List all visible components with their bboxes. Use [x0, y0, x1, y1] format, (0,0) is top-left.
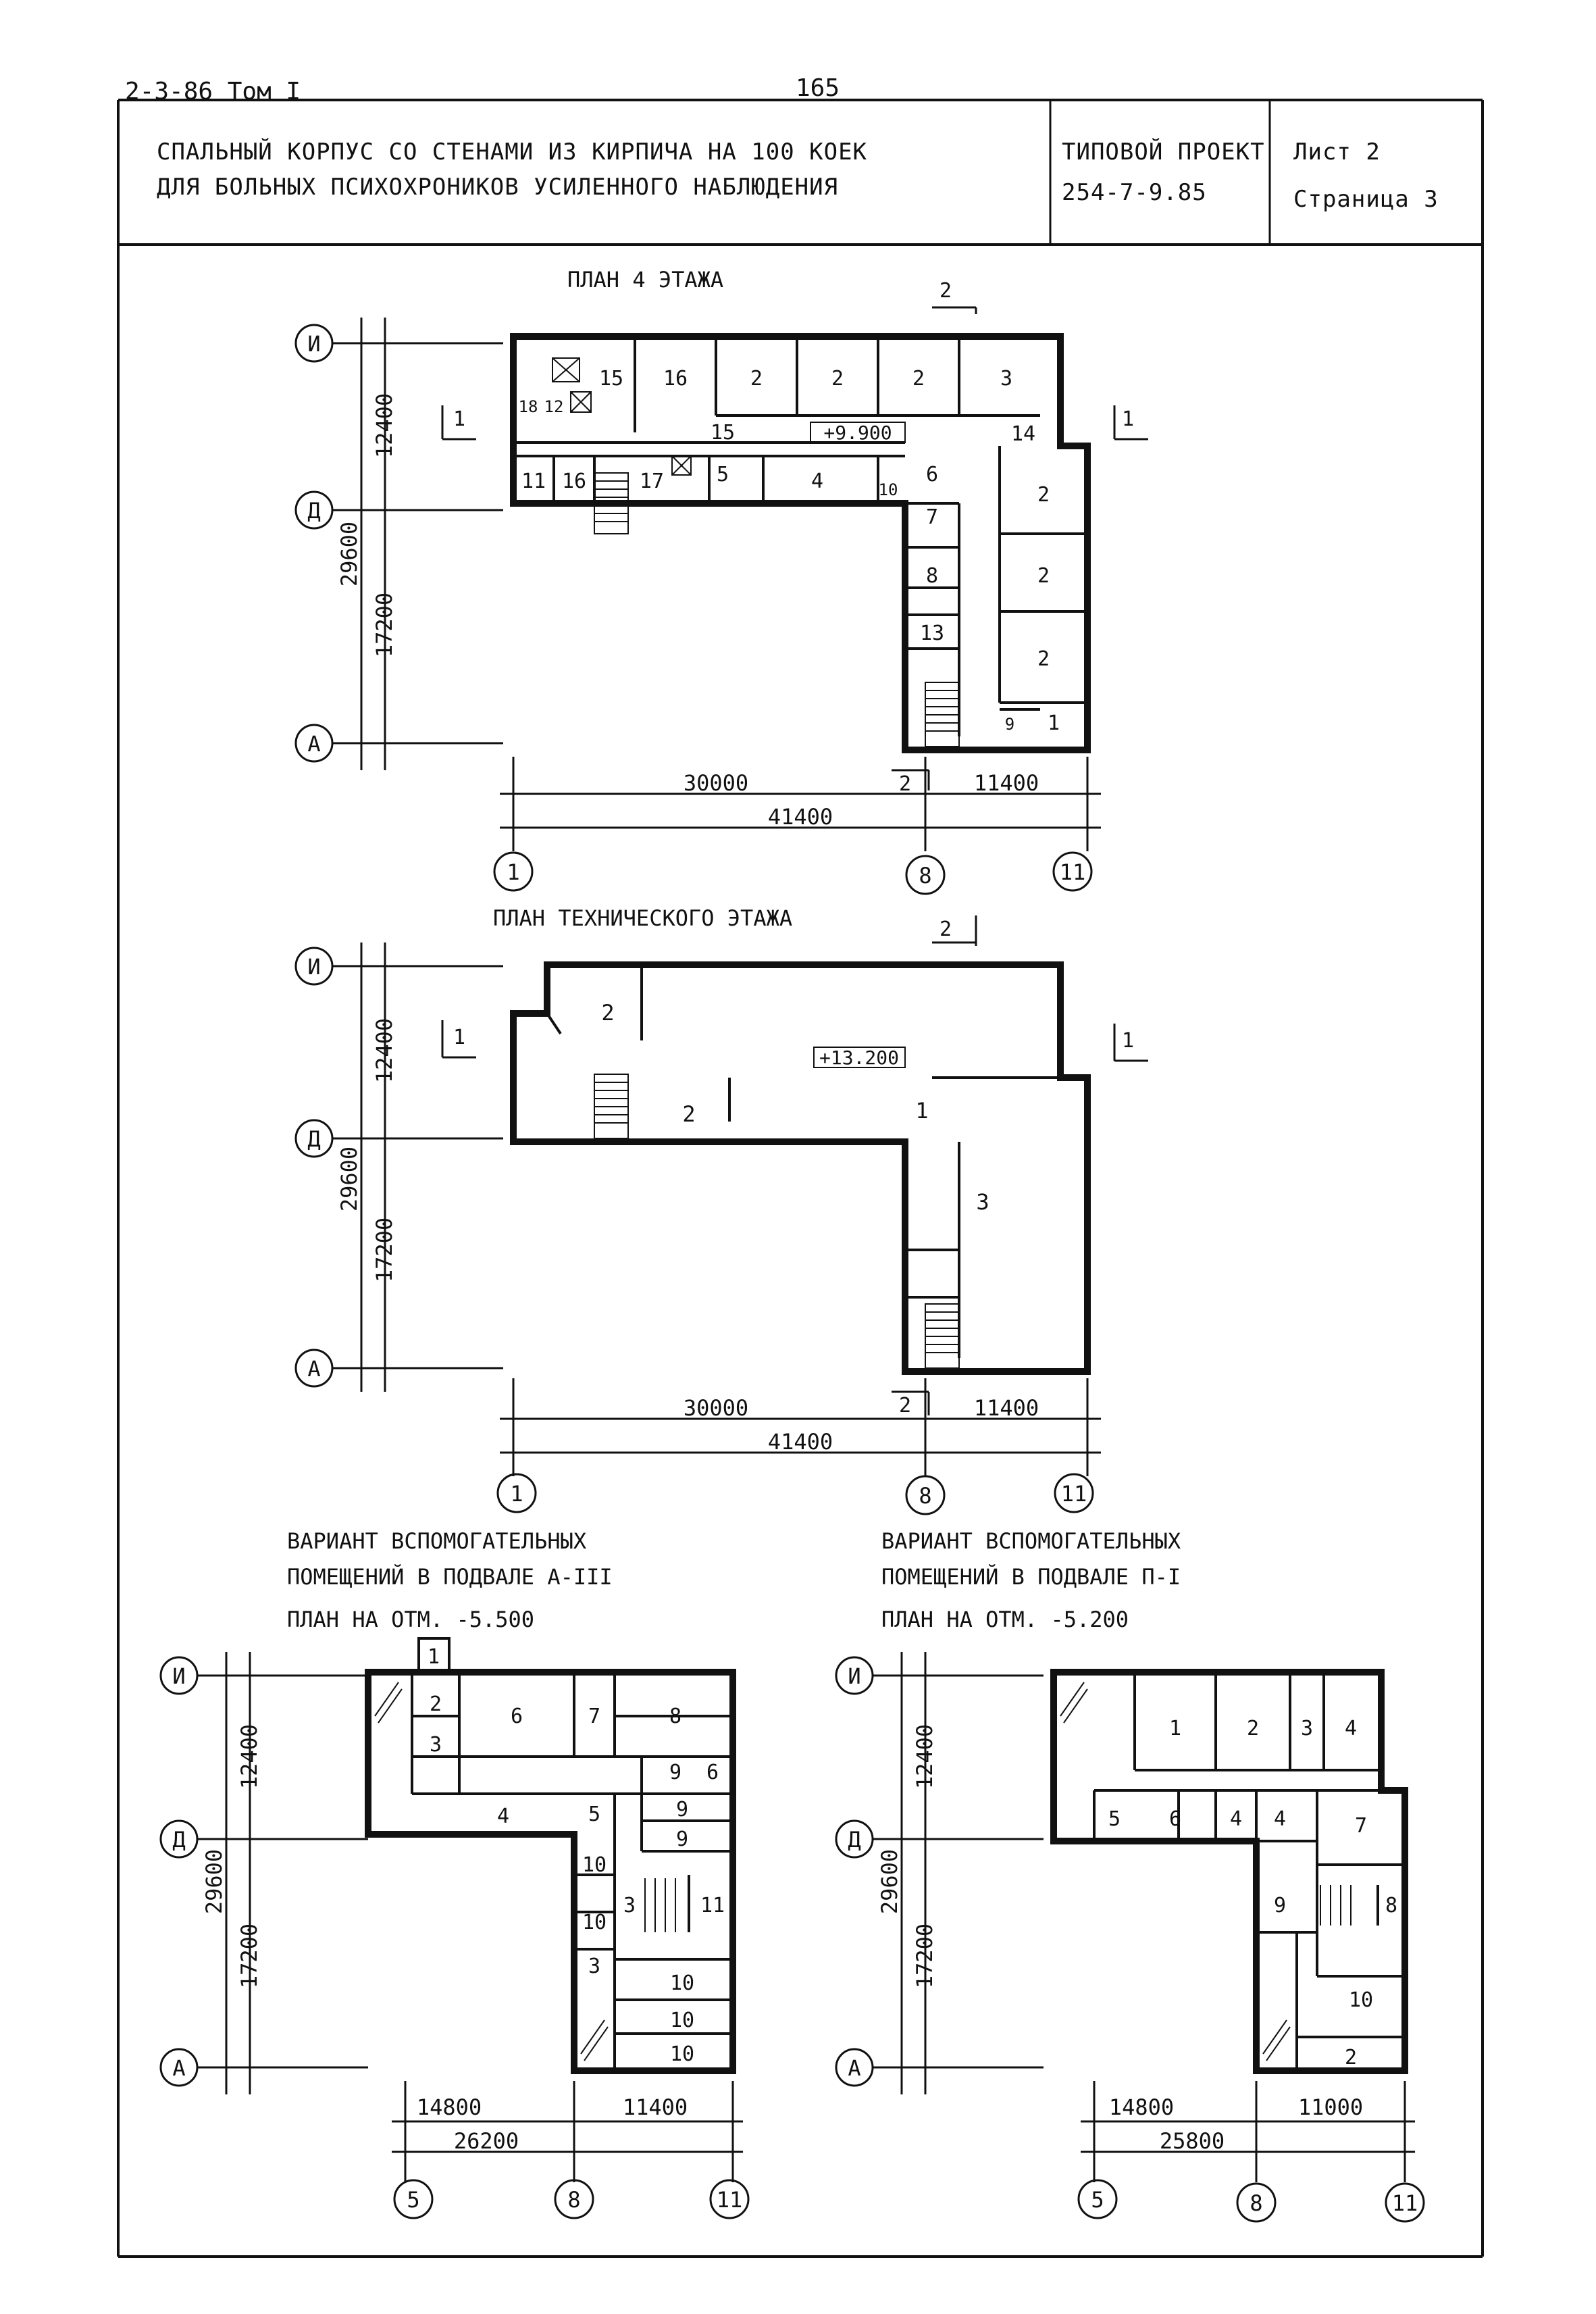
svg-text:10: 10	[878, 480, 898, 499]
svg-text:10: 10	[669, 1971, 695, 1995]
plan1-axis-11: 11	[1059, 859, 1086, 885]
plan1-axis-rows	[296, 318, 503, 770]
svg-text:Д: Д	[848, 1827, 861, 1853]
svg-text:ПЛАН НА ОТМ. -5.500: ПЛАН НА ОТМ. -5.500	[287, 1607, 535, 1632]
plan-4th-floor	[296, 267, 1148, 894]
svg-text:12400: 12400	[912, 1724, 937, 1790]
svg-text:1: 1	[1047, 711, 1060, 735]
svg-text:9: 9	[675, 1798, 689, 1821]
svg-text:2: 2	[429, 1692, 442, 1716]
svg-text:13: 13	[919, 622, 945, 645]
plan1-title: ПЛАН 4 ЭТАЖА	[567, 267, 724, 293]
plan2-outline	[513, 965, 1087, 1372]
svg-text:11000: 11000	[1297, 2094, 1364, 2120]
plan1-outline	[513, 336, 1087, 750]
svg-text:10: 10	[1348, 1988, 1374, 2012]
svg-text:14: 14	[1010, 422, 1036, 446]
svg-text:26200: 26200	[453, 2128, 519, 2154]
svg-text:9: 9	[669, 1761, 682, 1784]
svg-text:3: 3	[588, 1955, 601, 1978]
plan-basement-variant-A-III	[161, 1528, 748, 2218]
svg-text:2: 2	[898, 772, 912, 796]
svg-text:8: 8	[669, 1705, 682, 1728]
svg-text:1: 1	[453, 1026, 466, 1049]
svg-text:ПОМЕЩЕНИЙ В ПОДВАЛЕ П-I: ПОМЕЩЕНИЙ В ПОДВАЛЕ П-I	[881, 1564, 1181, 1590]
svg-text:ПОМЕЩЕНИЙ В ПОДВАЛЕ А-III: ПОМЕЩЕНИЙ В ПОДВАЛЕ А-III	[287, 1564, 613, 1590]
plan-basement-variant-P-I	[836, 1528, 1424, 2221]
svg-text:6: 6	[510, 1705, 523, 1728]
svg-text:4: 4	[496, 1805, 510, 1828]
svg-text:1: 1	[915, 1098, 929, 1124]
svg-text:2: 2	[1037, 483, 1050, 507]
svg-text:12: 12	[544, 397, 564, 416]
svg-text:11400: 11400	[973, 1395, 1039, 1421]
svg-text:17200: 17200	[912, 1923, 937, 1989]
page-label: Страница 3	[1293, 186, 1439, 213]
svg-text:14800: 14800	[416, 2094, 482, 2120]
svg-text:7: 7	[588, 1705, 601, 1728]
svg-text:17: 17	[639, 470, 665, 493]
svg-text:3: 3	[976, 1189, 989, 1215]
svg-text:8: 8	[1385, 1894, 1398, 1917]
svg-text:30000: 30000	[683, 1395, 749, 1421]
plan1-dim-29600: 29600	[336, 521, 362, 587]
doc-reference: 2-3-86 Том I	[125, 78, 301, 105]
svg-text:8: 8	[567, 2187, 581, 2213]
svg-text:1: 1	[1121, 407, 1135, 431]
svg-text:11: 11	[1391, 2190, 1418, 2216]
svg-text:17200: 17200	[371, 1217, 397, 1283]
svg-text:2: 2	[601, 1000, 615, 1026]
svg-text:10: 10	[669, 2009, 695, 2032]
sheet-label: Лист 2	[1293, 139, 1381, 166]
svg-text:9: 9	[1273, 1894, 1287, 1917]
svg-text:А: А	[172, 2055, 186, 2081]
svg-text:А: А	[848, 2055, 861, 2081]
svg-text:2: 2	[939, 917, 952, 941]
svg-text:12400: 12400	[371, 1017, 397, 1084]
svg-text:29600: 29600	[201, 1848, 227, 1915]
plan1-axis-Д: Д	[307, 498, 321, 524]
svg-text:5: 5	[1091, 2187, 1104, 2213]
svg-text:7: 7	[925, 505, 939, 529]
plan1-room-numbers	[519, 367, 1060, 735]
svg-text:2: 2	[1037, 564, 1050, 588]
svg-text:4: 4	[1344, 1717, 1358, 1740]
svg-text:2: 2	[939, 279, 952, 303]
svg-text:10: 10	[669, 2042, 695, 2066]
plan1-dim-30000: 30000	[683, 770, 749, 796]
svg-text:9: 9	[675, 1828, 689, 1851]
plan1-dim-41400: 41400	[767, 804, 833, 830]
svg-text:9: 9	[1004, 715, 1015, 734]
project-label: ТИПОВОЙ ПРОЕКТ	[1062, 139, 1265, 166]
svg-text:2: 2	[1344, 2046, 1358, 2069]
svg-text:29600: 29600	[877, 1848, 902, 1915]
plan1-dim-17200: 17200	[371, 592, 397, 658]
svg-text:5: 5	[407, 2187, 420, 2213]
svg-text:3: 3	[623, 1894, 636, 1917]
project-number: 254-7-9.85	[1062, 179, 1207, 206]
plan1-dim-12400: 12400	[371, 393, 397, 459]
svg-text:2: 2	[750, 367, 763, 391]
svg-text:11: 11	[716, 2187, 743, 2213]
svg-text:5: 5	[716, 463, 729, 486]
svg-text:11: 11	[1060, 1481, 1087, 1507]
svg-text:5: 5	[1108, 1807, 1121, 1831]
svg-text:11: 11	[521, 470, 546, 493]
svg-text:14800: 14800	[1108, 2094, 1175, 2120]
svg-text:15: 15	[598, 367, 624, 391]
svg-text:41400: 41400	[767, 1429, 833, 1455]
svg-text:2: 2	[1246, 1717, 1260, 1740]
svg-text:1: 1	[1121, 1029, 1135, 1053]
title-line-2: ДЛЯ БОЛЬНЫХ ПСИХОХРОНИКОВ УСИЛЕННОГО НАБЛЮДЕНИЯ	[157, 174, 839, 201]
svg-text:ПЛАН НА ОТМ. -5.200: ПЛАН НА ОТМ. -5.200	[881, 1607, 1129, 1632]
svg-text:16: 16	[663, 367, 688, 391]
svg-text:5: 5	[588, 1803, 601, 1826]
svg-text:7: 7	[1354, 1814, 1368, 1838]
svg-text:ВАРИАНТ ВСПОМОГАТЕЛЬНЫХ: ВАРИАНТ ВСПОМОГАТЕЛЬНЫХ	[881, 1528, 1181, 1554]
svg-text:3: 3	[1000, 367, 1013, 391]
svg-text:8: 8	[919, 1483, 932, 1509]
svg-text:ВАРИАНТ ВСПОМОГАТЕЛЬНЫХ: ВАРИАНТ ВСПОМОГАТЕЛЬНЫХ	[287, 1528, 587, 1554]
svg-text:10: 10	[582, 1853, 607, 1877]
svg-text:3: 3	[1300, 1717, 1314, 1740]
plan1-axis-1: 1	[507, 859, 520, 885]
svg-text:8: 8	[1250, 2190, 1263, 2216]
svg-text:1: 1	[427, 1645, 440, 1669]
svg-text:11400: 11400	[622, 2094, 688, 2120]
svg-text:17200: 17200	[236, 1923, 262, 1989]
svg-text:2: 2	[831, 367, 844, 391]
plan-technical-floor	[296, 905, 1148, 1514]
svg-text:4: 4	[810, 470, 824, 493]
svg-text:6: 6	[1168, 1807, 1182, 1831]
svg-text:И: И	[307, 954, 321, 980]
plan2-room-numbers	[601, 1000, 989, 1215]
svg-text:3: 3	[429, 1733, 442, 1757]
svg-text:2: 2	[1037, 647, 1050, 671]
svg-text:10: 10	[582, 1911, 607, 1934]
svg-text:6: 6	[925, 463, 939, 486]
svg-text:Д: Д	[307, 1126, 321, 1152]
svg-text:8: 8	[925, 564, 939, 588]
svg-text:6: 6	[706, 1761, 719, 1784]
plan1-section-marks	[442, 307, 1148, 790]
svg-text:Д: Д	[172, 1827, 186, 1853]
svg-text:25800: 25800	[1159, 2128, 1225, 2154]
svg-text:1: 1	[453, 407, 466, 431]
svg-text:2: 2	[682, 1101, 696, 1127]
svg-text:29600: 29600	[336, 1146, 362, 1212]
svg-text:15: 15	[710, 421, 736, 445]
plan2-title: ПЛАН ТЕХНИЧЕСКОГО ЭТАЖА	[493, 905, 793, 931]
title-line-1: СПАЛЬНЫЙ КОРПУС СО СТЕНАМИ ИЗ КИРПИЧА НА 100 КОЕК	[157, 139, 868, 166]
svg-text:2: 2	[912, 367, 925, 391]
plan1-axis-И: И	[307, 331, 321, 357]
svg-text:18: 18	[518, 397, 538, 416]
svg-text:2: 2	[898, 1394, 912, 1417]
plan1-dim-11400: 11400	[973, 770, 1039, 796]
svg-text:16: 16	[561, 470, 587, 493]
plan1-axis-8: 8	[919, 863, 932, 888]
plan2-partitions	[547, 965, 1060, 1358]
svg-text:1: 1	[510, 1481, 523, 1507]
page-number: 165	[796, 74, 840, 102]
svg-text:А: А	[307, 1356, 321, 1382]
svg-text:4: 4	[1229, 1807, 1243, 1831]
svg-text:И: И	[172, 1663, 186, 1689]
plan1-partitions	[513, 336, 1087, 736]
plan1-level-mark: +9.900	[823, 422, 892, 444]
svg-text:12400: 12400	[236, 1724, 262, 1790]
svg-text:11: 11	[700, 1894, 725, 1917]
svg-text:И: И	[848, 1663, 861, 1689]
svg-text:4: 4	[1273, 1807, 1287, 1831]
plan1-axis-А: А	[307, 731, 321, 757]
svg-text:1: 1	[1168, 1717, 1182, 1740]
plan2-level-mark: +13.200	[819, 1047, 900, 1069]
